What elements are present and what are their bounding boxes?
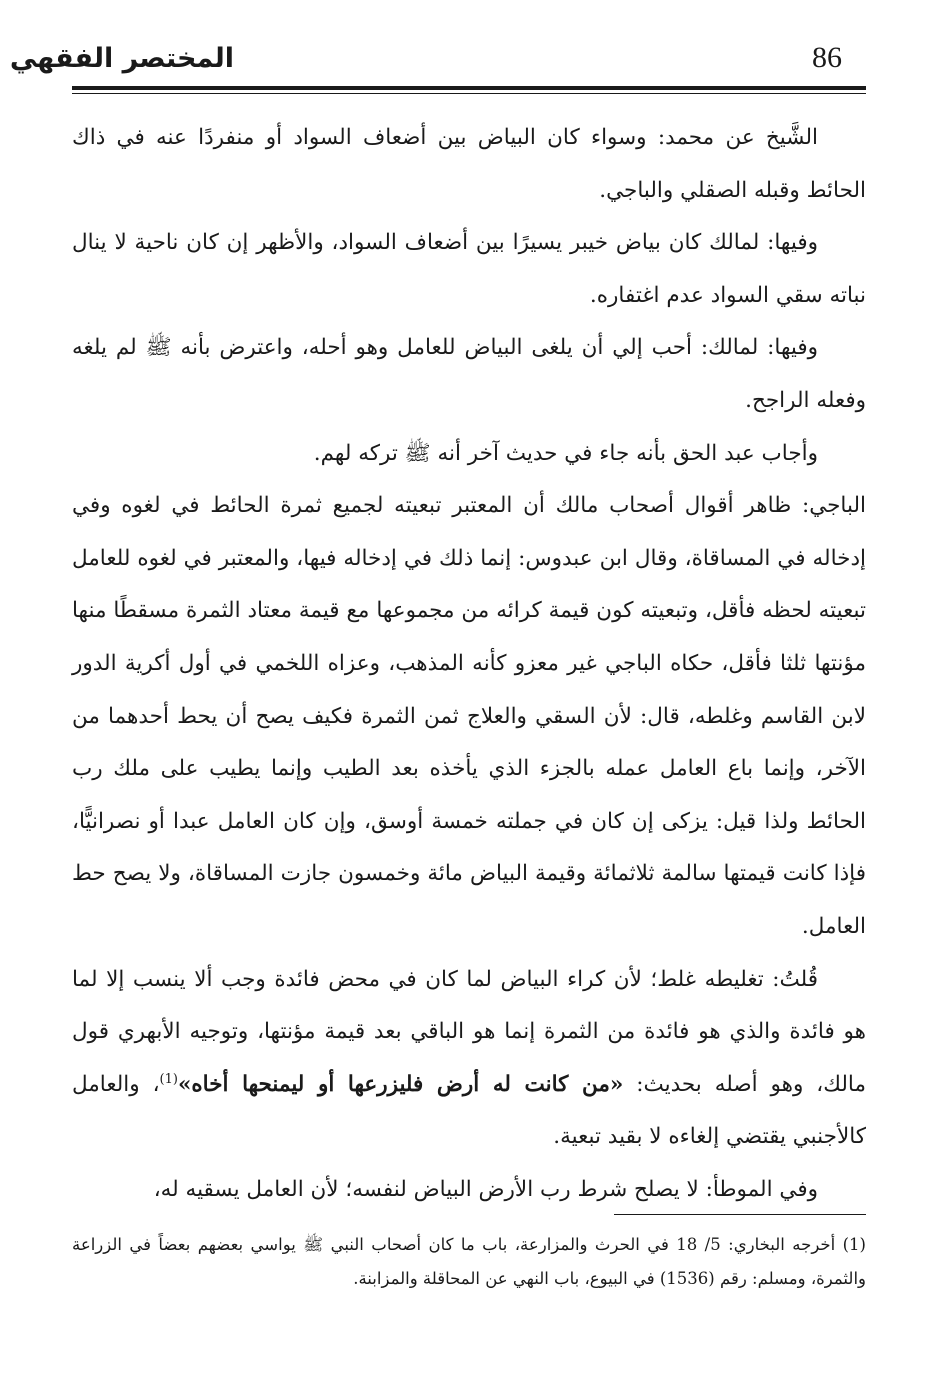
paragraph-3: وفيها: لمالك: أحب إلي أن يلغى البياض للعامل وهو أحله، واعترض بأنه ﷺ لم يلغه وفعله الراجح.: [72, 335, 866, 413]
footnotes: [72, 1228, 866, 1296]
paragraph-1: الشَّيخ عن محمد: وسواء كان البياض بين أضعاف السواد أو منفردًا عنه في ذاك الحائط وقبله الصقلي والباجي.: [72, 125, 866, 203]
paragraph-7: وفي الموطأ: لا يصلح شرط رب الأرض البياض لنفسه؛ لأن العامل يسقيه له،: [153, 1176, 818, 1202]
header-rule-thin: [72, 93, 866, 94]
footnote-rule: [614, 1214, 866, 1215]
main-text: [72, 112, 866, 1216]
paragraph-6-end: ، والعامل كالأجنبي يقتضي إلغاءه لا بقيد تبعية.: [72, 1071, 866, 1150]
paragraph-6: [72, 954, 866, 1164]
paragraph-6-start: قُلتُ: تغليطه غلط؛ لأن كراء البياض لما كان في محض فائدة وجب ألا ينسب إلا لما هو فائدة والذي هو فائدة من الثمرة إنما هو الباقي بعد قيمة مؤنتها، وتوجيه الأبهري قول مالك، وهو أصله بحديث:: [72, 966, 866, 1097]
page-header: [9, 36, 866, 88]
paragraph-5: الباجي: ظاهر أقوال أصحاب مالك أن المعتبر تبعيته لجميع ثمرة الحائط في لغوه وفي إدخاله في المساقاة، وقال ابن عبدوس: إنما ذلك في إدخاله فيها، والمعتبر في لغوه للعامل تبعيته لحظه فأقل، وتبعيته كون قيمة كرائه من مجموعها مع قيمة معتاد الثمرة مسقطًا منها مؤنتها ثلثا فأقل، حكاه الباجي غير معزو كأنه المذهب، وعزاه اللخمي في أول أكرية الدور لابن القاسم وغلطه، قال: لأن السقي والعلاج ثمن الثمرة فكيف يصح أن يحط أحدهما من الآخر، وإنما باع العامل عمله بالجزء الذي يأخذه بعد الطيب وإنما يطيب على ملك رب الحائط ولذا قيل: يزكى إن كان في جملته خمسة أوسق، وإن كان العامل عبدا أو نصرانيًّا، فإذا كانت قيمتها سالمة ثلاثمائة وقيمة البياض مائة وخمسون جازت المساقاة، ولا يصح حط العامل.: [72, 493, 866, 939]
paragraph-4: وأجاب عبد الحق بأنه جاء في حديث آخر أنه ﷺ تركه لهم.: [313, 440, 818, 466]
paragraph-2: وفيها: لمالك كان بياض خيبر يسيرًا بين أضعاف السواد، والأظهر إن كان ناحية لا ينال نباته سقي السواد عدم اغتفاره.: [72, 230, 866, 308]
header-rule-thick: [72, 86, 866, 90]
running-title: المختصر الفقهي: [9, 43, 234, 74]
hadith-quote: «من كانت له أرض فليزرعها أو ليمنحها أخاه»: [177, 1071, 624, 1097]
footnote-marker: (1): [159, 1071, 178, 1087]
page-number: 86: [812, 41, 842, 74]
footnote-1: (1) أخرجه البخاري: 5/ 18 في الحرث والمزارعة، باب ما كان أصحاب النبي ﷺ يواسي بعضهم بعضاً في الزراعة والثمرة، ومسلم: رقم (1536) في البيوع، باب النهي عن المحاقلة والمزابنة.: [72, 1235, 866, 1288]
